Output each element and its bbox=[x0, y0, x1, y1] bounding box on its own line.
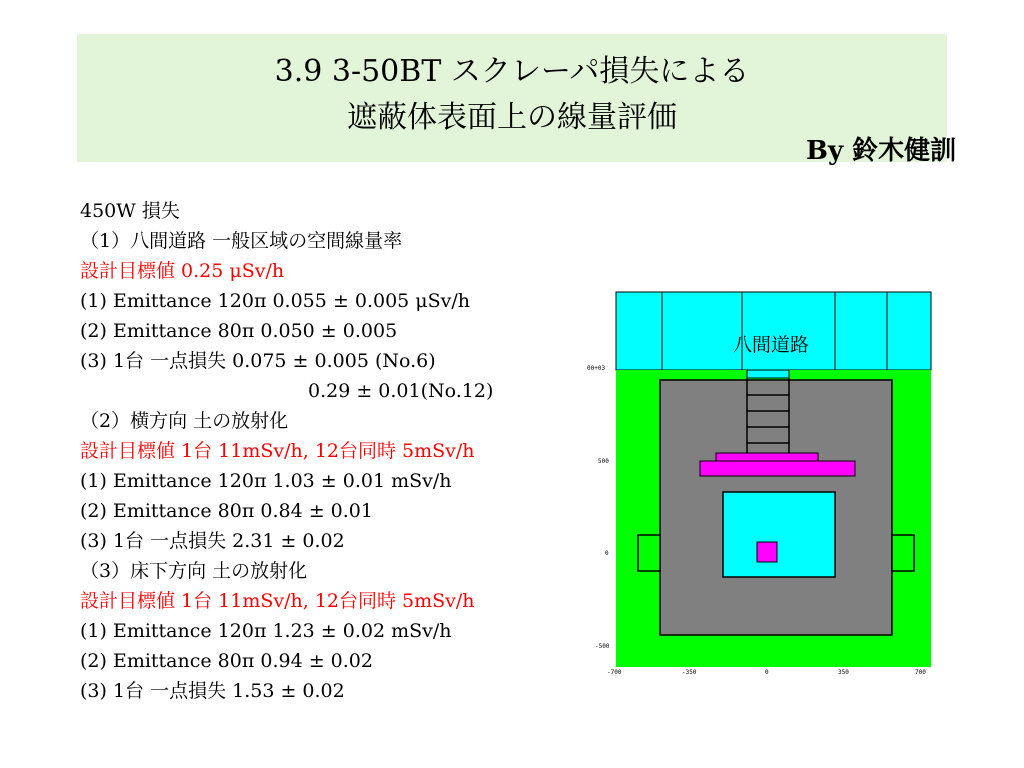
text-line: (3) 1台 一点損失 0.075 ± 0.005 (No.6) bbox=[80, 350, 436, 372]
title-line-1: 3.9 3-50BT スクレーパ損失による bbox=[274, 54, 750, 89]
magnet-lower bbox=[700, 461, 855, 476]
x-tick-label: 0 bbox=[765, 669, 769, 676]
x-tick-label: 350 bbox=[838, 669, 849, 676]
shaft-opening bbox=[747, 370, 789, 378]
text-line: （2）横方向 土の放射化 bbox=[80, 410, 289, 432]
text-line: (2) Emittance 80π 0.050 ± 0.005 bbox=[80, 320, 398, 342]
design-target-line: 設計目標値 1台 11mSv/h, 12台同時 5mSv/h bbox=[80, 440, 475, 462]
text-line: 0.29 ± 0.01(No.12) bbox=[308, 380, 494, 402]
loss-point-marker bbox=[757, 542, 777, 562]
air-region bbox=[616, 292, 931, 370]
text-line: (1) Emittance 120π 1.03 ± 0.01 mSv/h bbox=[80, 470, 452, 492]
magnet-upper bbox=[716, 453, 818, 461]
text-line: 450W 損失 bbox=[80, 200, 180, 222]
y-tick-label: -500 bbox=[595, 643, 610, 650]
text-line: (3) 1台 一点損失 2.31 ± 0.02 bbox=[80, 530, 345, 552]
text-line: （3）床下方向 土の放射化 bbox=[80, 560, 308, 582]
author: By 鈴木健訓 bbox=[806, 136, 957, 166]
shielding-geometry-diagram bbox=[585, 285, 935, 680]
side-duct-left bbox=[638, 535, 660, 571]
y-tick-label: 0 bbox=[605, 550, 609, 557]
x-tick-label: -700 bbox=[607, 669, 622, 676]
x-tick-label: -350 bbox=[682, 669, 697, 676]
x-tick-label: 700 bbox=[915, 669, 926, 676]
text-line: （1）八間道路 一般区域の空間線量率 bbox=[80, 230, 403, 252]
text-line: (1) Emittance 120π 0.055 ± 0.005 μSv/h bbox=[80, 290, 471, 312]
text-line: (1) Emittance 120π 1.23 ± 0.02 mSv/h bbox=[80, 620, 452, 642]
beam-chamber bbox=[723, 492, 835, 577]
text-line: (3) 1台 一点損失 1.53 ± 0.02 bbox=[80, 680, 345, 702]
design-target-line: 設計目標値 0.25 μSv/h bbox=[80, 260, 285, 282]
y-tick-label: 00+03 bbox=[587, 365, 606, 372]
side-duct-right bbox=[892, 535, 914, 571]
design-target-line: 設計目標値 1台 11mSv/h, 12台同時 5mSv/h bbox=[80, 590, 475, 612]
text-line: (2) Emittance 80π 0.84 ± 0.01 bbox=[80, 500, 373, 522]
text-line: (2) Emittance 80π 0.94 ± 0.02 bbox=[80, 650, 373, 672]
title-line-2: 遮蔽体表面上の線量評価 bbox=[347, 100, 677, 135]
y-tick-label: 500 bbox=[598, 458, 609, 465]
hachiken-road-label: 八間道路 bbox=[732, 334, 809, 356]
